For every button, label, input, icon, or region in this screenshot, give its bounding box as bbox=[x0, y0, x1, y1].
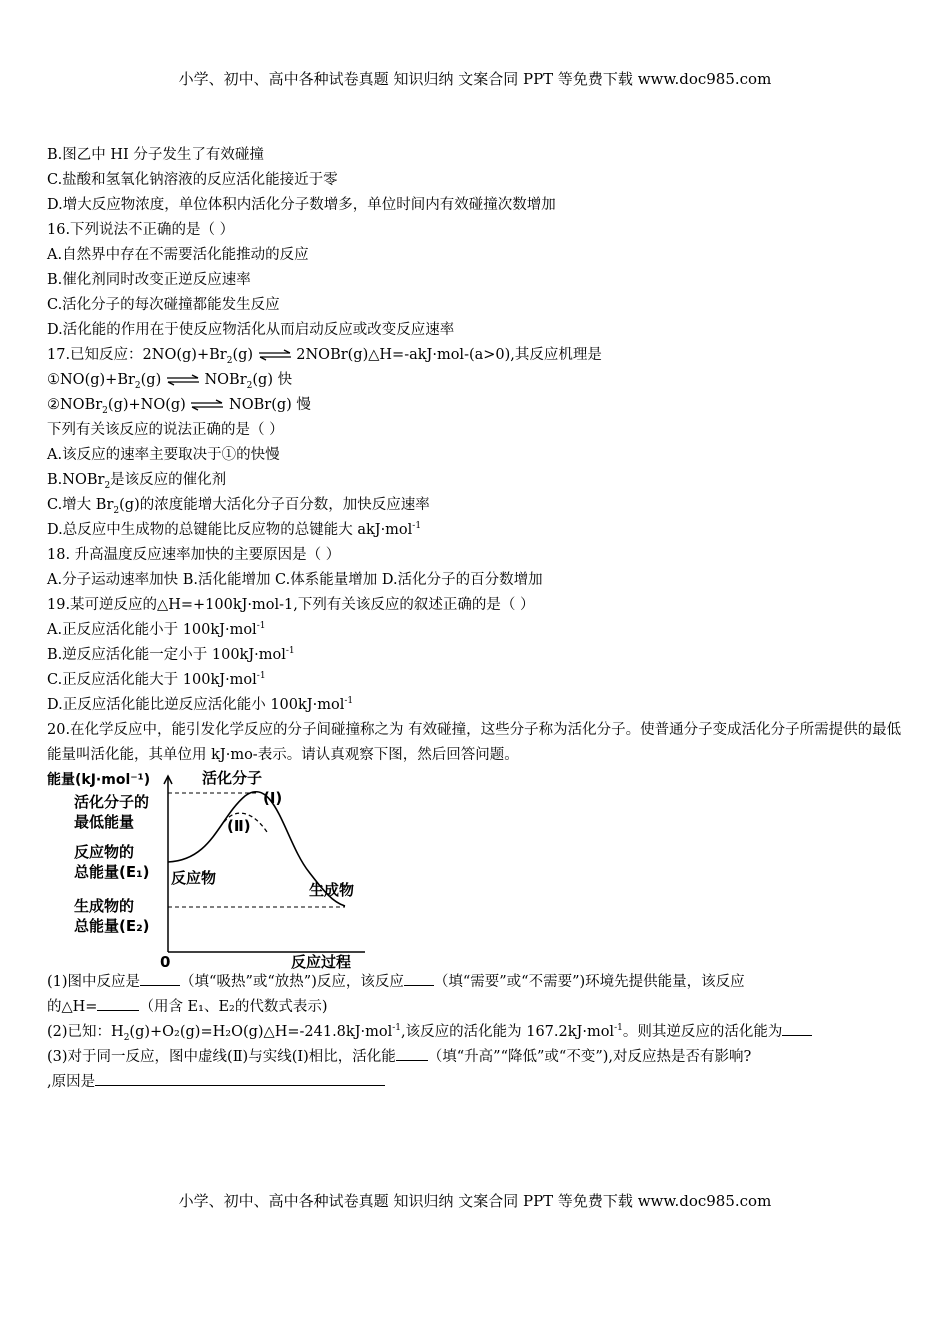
q17-option-c: C.增大 $Br_2(g)$的浓度能增大活化分子百分数，加快反应速率 bbox=[47, 497, 430, 516]
document-body bbox=[47, 143, 909, 1095]
label-product-2: 总能量(E₂) bbox=[74, 917, 150, 935]
q18-options: A.分子运动速率加快 B.活化能增加 C.体系能量增加 D.活化分子的百分数增加 bbox=[47, 572, 543, 588]
q16-option-d: D.活化能的作用在于使反应物活化从而启动反应或改变反应速率 bbox=[47, 322, 455, 338]
q17-step-2: ②NOBr$_2$(g)+NO(g) NOBr(g) 慢 bbox=[47, 397, 311, 416]
product-label: 生成物 bbox=[309, 881, 355, 899]
q19-stem: 19.某可逆反应的△H=+100kJ·mol-1,下列有关该反应的叙述正确的是（ ） bbox=[47, 597, 535, 613]
reactant-label: 反应物 bbox=[171, 869, 217, 887]
q20-part-1-continued: 的△H= （用含 E₁、E₂的代数式表示) bbox=[47, 995, 909, 1020]
curve-one-label: (Ⅰ) bbox=[263, 789, 283, 807]
answer-blank[interactable] bbox=[782, 1021, 812, 1036]
label-product-1: 生成物的 bbox=[74, 897, 135, 915]
page-footer: 小学、初中、高中各种试卷真题 知识归纳 文案合同 PPT 等免费下载 www.doc985.com bbox=[178, 1192, 772, 1210]
q17-option-b: B.NOBr$_2$是该反应的催化剂 bbox=[47, 472, 227, 491]
q19-option-d: D.正反应活化能比逆反应活化能小 100kJ·mol$^{-1}$ bbox=[47, 696, 354, 713]
q17-option-d: D.总反应中生成物的总键能比反应物的总键能大 akJ·mol$^{-1}$ bbox=[47, 521, 422, 538]
label-reactant-2: 总能量(E₁) bbox=[74, 863, 150, 881]
q19-option-b: B.逆反应活化能一定小于 100kJ·mol$^{-1}$ bbox=[47, 646, 295, 663]
q17-step-1: $①NO(g)+Br_2(g)$ NOBr$_2$(g) 快 bbox=[47, 372, 293, 391]
q19-option-c: C.正反应活化能大于 100kJ·mol$^{-1}$ bbox=[47, 671, 266, 688]
q17-option-a: A.该反应的速率主要取决于①的快慢 bbox=[47, 447, 280, 463]
answer-blank[interactable] bbox=[140, 971, 180, 986]
origin-label: 0 bbox=[160, 953, 171, 971]
q15-option-b: B.图乙中 HI 分子发生了有效碰撞 bbox=[47, 147, 264, 163]
energy-diagram bbox=[47, 770, 377, 970]
answer-blank[interactable] bbox=[404, 971, 434, 986]
q19-option-a: A.正反应活化能小于 100kJ·mol$^{-1}$ bbox=[47, 621, 266, 638]
q16-option-a: A.自然界中存在不需要活化能推动的反应 bbox=[47, 247, 309, 263]
page-header: 小学、初中、高中各种试卷真题 知识归纳 文案合同 PPT 等免费下载 www.doc985.com bbox=[178, 70, 772, 88]
q17-question: 下列有关该反应的说法正确的是（ ） bbox=[47, 422, 284, 438]
q20-part-3: (3)对于同一反应，图中虚线(Ⅱ)与实线(Ⅰ)相比，活化能 （填“升高”“降低”或“不变”),对反应热是否有影响? bbox=[47, 1045, 909, 1070]
equilibrium-arrow-icon bbox=[258, 349, 292, 361]
q15-option-d: D.增大反应物浓度，单位体积内活化分子数增多，单位时间内有效碰撞次数增加 bbox=[47, 197, 556, 213]
q20-stem: 20.在化学反应中，能引发化学反应的分子间碰撞称之为 有效碰撞，这些分子称为活化分子。使普通分子变成活化分子所需提供的最低能量叫活化能，其单位用 kJ·mo-表示。请认真观察下图，然后回答问题。 bbox=[47, 722, 902, 763]
q18-stem: 18. 升高温度反应速率加快的主要原因是（ ） bbox=[47, 547, 341, 563]
answer-blank[interactable] bbox=[95, 1071, 385, 1086]
q15-option-c: C.盐酸和氢氧化钠溶液的反应活化能接近于零 bbox=[47, 172, 338, 188]
q17-stem: 17.已知反应：$2NO(g)+Br_2(g)$ 2NOBr(g)△H=-akJ·mol-(a>0),其反应机理是 bbox=[47, 347, 602, 366]
answer-blank[interactable] bbox=[396, 1046, 428, 1061]
label-min-energy-1: 活化分子的 bbox=[74, 793, 150, 811]
x-axis-label: 反应过程 bbox=[291, 953, 352, 971]
label-reactant-1: 反应物的 bbox=[74, 843, 135, 861]
equilibrium-arrow-icon bbox=[190, 399, 224, 411]
q20-part-2: (2)已知：$H_2(g)+O_2(g)=H_2O(g)\triangle H=-241.8kJ\cdot mol^{-1}$,该反应的活化能为 167.2kJ·mol$^{-1}$。则其逆反应的活化能为 bbox=[47, 1020, 909, 1045]
top-label: 活化分子 bbox=[202, 769, 263, 787]
q16-stem: 16.下列说法不正确的是（ ） bbox=[47, 222, 235, 238]
answer-blank[interactable] bbox=[97, 996, 139, 1011]
q16-option-b: B.催化剂同时改变正逆反应速率 bbox=[47, 272, 251, 288]
q16-option-c: C.活化分子的每次碰撞都能发生反应 bbox=[47, 297, 280, 313]
equilibrium-arrow-icon bbox=[166, 374, 200, 386]
curve-two-label: (Ⅱ) bbox=[227, 817, 251, 835]
label-min-energy-2: 最低能量 bbox=[74, 813, 135, 831]
y-axis-label: 能量(kJ·mol⁻¹) bbox=[47, 772, 151, 788]
q20-part-3-continued: ,原因是 bbox=[47, 1070, 909, 1095]
q20-part-1: (1)图中反应是 （填“吸热”或“放热”)反应，该反应 （填“需要”或“不需要”)环境先提供能量，该反应 bbox=[47, 970, 909, 995]
